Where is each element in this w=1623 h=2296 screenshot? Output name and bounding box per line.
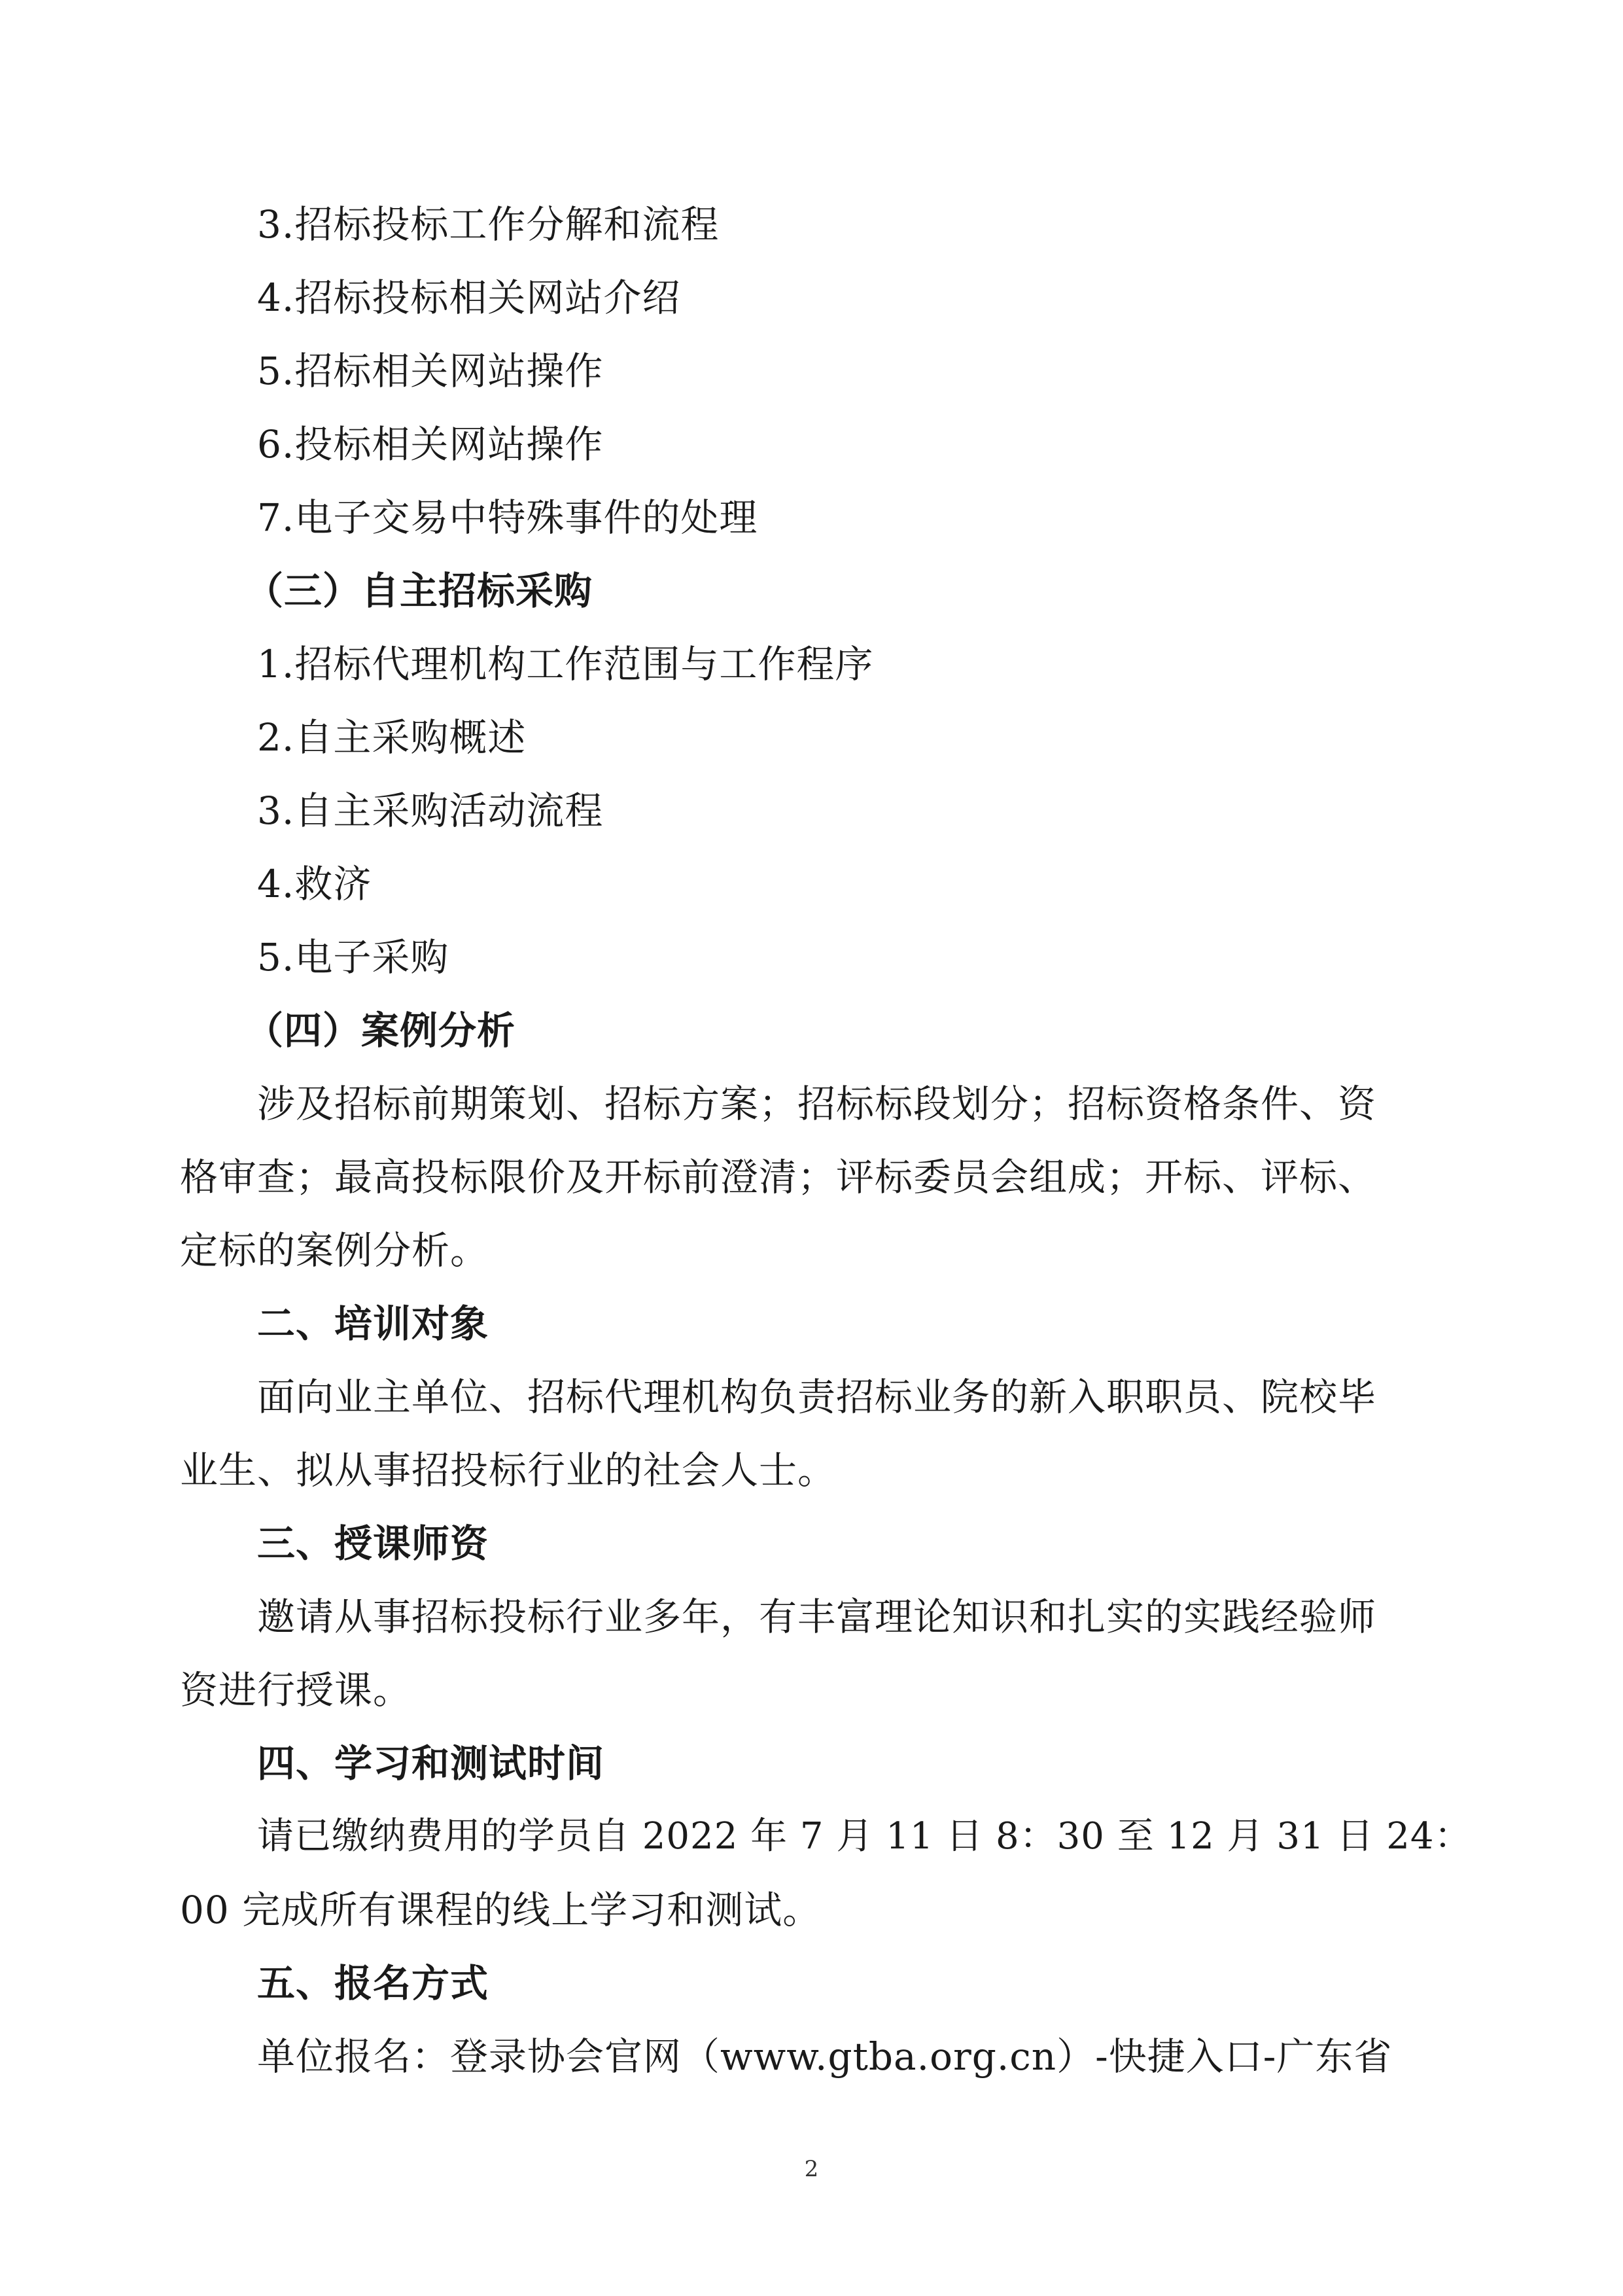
list-item: 4.救济 — [257, 862, 372, 906]
page-number: 2 — [804, 2156, 819, 2182]
paragraph-line: 格审查；最高投标限价及开标前澄清；评标委员会组成；开标、评标、 — [180, 1155, 1377, 1199]
paragraph-line: 邀请从事招标投标行业多年，有丰富理论知识和扎实的实践经验师 — [257, 1595, 1377, 1639]
section-heading: 五、报名方式 — [257, 1961, 489, 2005]
paragraph-line: 定标的案例分析。 — [180, 1228, 489, 1273]
paragraph-line: 资进行授课。 — [180, 1668, 412, 1712]
list-item: 2.自主采购概述 — [257, 715, 527, 760]
list-item: 3.自主采购活动流程 — [257, 788, 604, 833]
section-heading: 三、授课师资 — [257, 1521, 489, 1566]
list-item: 1.招标代理机构工作范围与工作程序 — [257, 642, 874, 686]
section-heading: 二、培训对象 — [257, 1301, 489, 1346]
list-item: 3.招标投标工作分解和流程 — [257, 202, 720, 247]
paragraph-line: 面向业主单位、招标代理机构负责招标业务的新入职职员、院校毕 — [257, 1375, 1377, 1419]
paragraph-line: 请已缴纳费用的学员自 2022 年 7 月 11 日 8：30 至 12 月 31 日 24： — [257, 1815, 1472, 1858]
list-item: 4.招标投标相关网站介绍 — [257, 275, 681, 320]
list-item: 5.招标相关网站操作 — [257, 349, 604, 393]
list-item: 7.电子交易中特殊事件的处理 — [257, 495, 758, 540]
list-item: 5.电子采购 — [257, 935, 449, 980]
subsection-heading: （三）自主招标采购 — [245, 569, 593, 613]
paragraph-line: 00 完成所有课程的线上学习和测试。 — [180, 1888, 822, 1932]
section-heading: 四、学习和测试时间 — [257, 1741, 605, 1786]
paragraph-line: 业生、拟从事招投标行业的社会人士。 — [180, 1448, 837, 1492]
paragraph-line: 涉及招标前期策划、招标方案；招标标段划分；招标资格条件、资 — [257, 1082, 1377, 1126]
subsection-heading: （四）案例分析 — [245, 1008, 516, 1053]
paragraph-line: 单位报名：登录协会官网（www.gtba.org.cn）-快捷入口-广东省 — [257, 2034, 1393, 2079]
list-item: 6.投标相关网站操作 — [257, 422, 604, 467]
